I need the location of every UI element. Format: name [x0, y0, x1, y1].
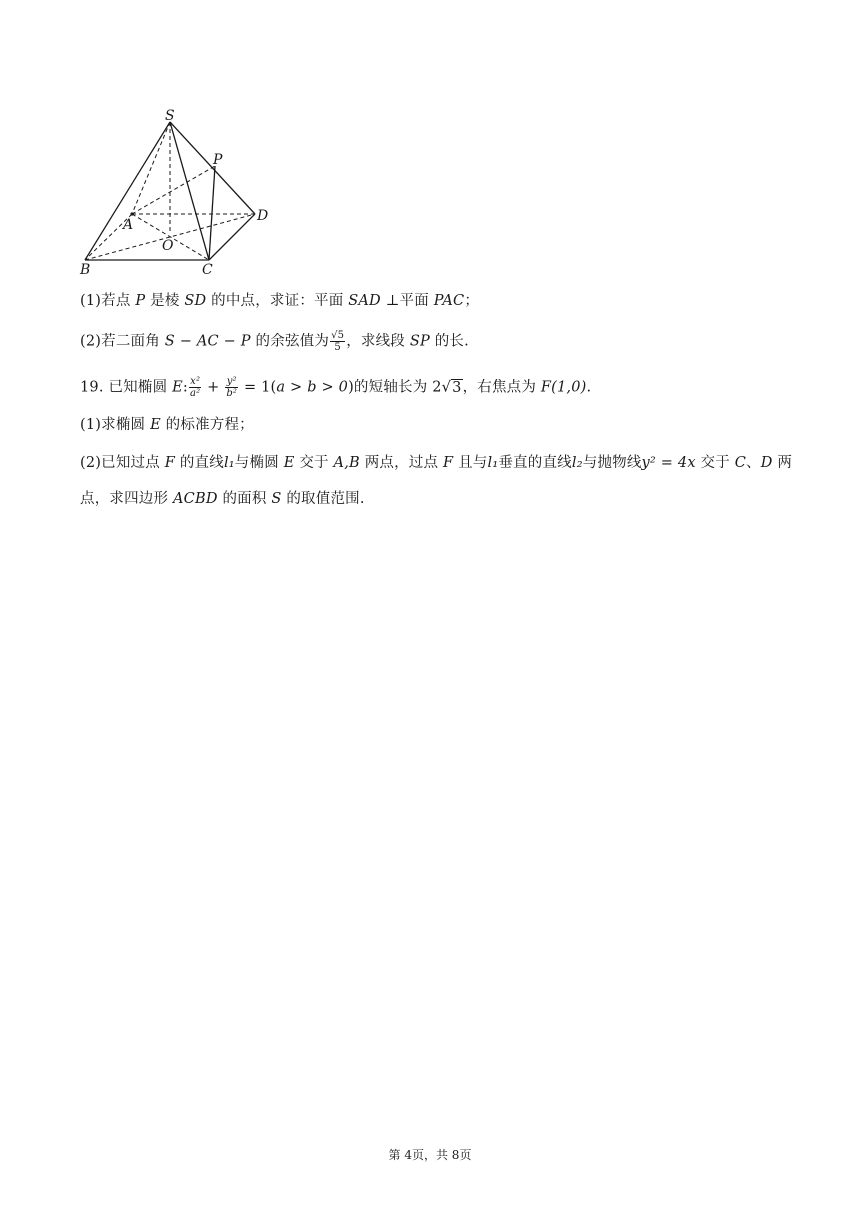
- math-sd: SD: [184, 293, 207, 309]
- math-sad: SAD: [348, 293, 381, 309]
- pyramid-diagram: [70, 104, 290, 282]
- frac-num: x²: [190, 376, 201, 387]
- text: 两点，过点: [359, 455, 444, 471]
- math-e: E: [283, 455, 295, 471]
- frac-den: 5: [334, 342, 341, 353]
- q19-part2-line2: [80, 488, 780, 510]
- text: 与抛物线: [582, 455, 642, 471]
- text: 已知椭圆: [103, 379, 173, 396]
- pyramid-figure: [70, 104, 290, 282]
- text: 的中点，求证：平面: [206, 293, 349, 309]
- edge-sa: [132, 122, 170, 214]
- text: :: [182, 379, 188, 396]
- math-s: S: [271, 491, 282, 507]
- fraction-x2-over-a2: [189, 376, 201, 399]
- label-s: S: [165, 108, 175, 124]
- math-l1: l₁: [487, 455, 499, 471]
- part-label: (1): [80, 417, 102, 433]
- edge-sb: [85, 122, 170, 260]
- text: +: [202, 379, 225, 396]
- text: 的长.: [429, 333, 469, 350]
- q19-part2-line1: [80, 452, 793, 474]
- sqrt-radicand: 3: [452, 379, 462, 396]
- text: 的标准方程；: [160, 417, 254, 433]
- label-d: D: [257, 208, 269, 224]
- fraction-sqrt5-over-5: [330, 330, 345, 353]
- q19-stem: [80, 376, 780, 399]
- math-f: F: [443, 455, 454, 471]
- text: ⊥平面: [380, 293, 434, 309]
- part-label: (2): [80, 333, 102, 350]
- text: 的面积: [217, 491, 272, 507]
- math-pac: PAC: [433, 293, 465, 309]
- frac-num: √5: [331, 330, 345, 341]
- text: 已知过点: [101, 455, 165, 471]
- question-number: 19.: [80, 379, 104, 396]
- point-a: [130, 212, 133, 215]
- text: 点，求四边形: [80, 491, 174, 507]
- fraction-y2-over-b2: [225, 376, 238, 399]
- text: 且与: [453, 455, 488, 471]
- text: 的余弦值为: [250, 333, 330, 350]
- text: ，右焦点为: [462, 379, 541, 396]
- text: 的直线: [175, 455, 224, 471]
- text: ；: [464, 293, 480, 309]
- math-p: P: [135, 293, 146, 309]
- frac-den: a²: [189, 388, 201, 399]
- q18-part1: [80, 290, 780, 312]
- frac-den: b²: [226, 388, 238, 399]
- math-f: F: [164, 455, 176, 471]
- q19-part1: [80, 414, 780, 436]
- math-sp: SP: [409, 333, 430, 350]
- math-focus: F(1,0): [540, 379, 587, 396]
- math-e: E: [150, 417, 161, 433]
- math-e: E: [172, 379, 183, 396]
- math-parabola: y² = 4x: [641, 455, 696, 471]
- sqrt-3: √3: [441, 379, 462, 396]
- text: ，求线段: [346, 333, 410, 350]
- text: .: [586, 379, 592, 396]
- math-c: C: [734, 455, 747, 471]
- text: 求椭圆: [101, 417, 151, 433]
- label-a: A: [123, 217, 134, 233]
- edge-pc: [209, 166, 215, 260]
- math-condition: a > b > 0: [276, 379, 349, 396]
- label-c: C: [202, 262, 213, 278]
- label-p: P: [213, 152, 223, 168]
- math-ab: A,B: [333, 455, 360, 471]
- page-footer: 第 4页，共 8页: [388, 1148, 472, 1162]
- text: 两: [772, 455, 793, 471]
- edge-ap: [132, 166, 215, 214]
- text: 交于: [695, 455, 735, 471]
- edge-cd: [209, 214, 255, 260]
- q18-part2: [80, 330, 780, 353]
- text: 若点: [101, 293, 136, 309]
- math-l1: l₁: [223, 455, 235, 471]
- text: 垂直的直线: [498, 455, 572, 471]
- text: 若二面角: [101, 333, 165, 350]
- math-acbd: ACBD: [173, 491, 218, 507]
- frac-num: y²: [226, 376, 237, 387]
- text: = 1(: [239, 379, 277, 396]
- label-o: O: [162, 238, 174, 254]
- math-dihedral: S − AC − P: [164, 333, 251, 350]
- text: 是棱: [145, 293, 185, 309]
- text: 交于: [294, 455, 334, 471]
- label-b: B: [80, 262, 91, 278]
- part-label: (2): [80, 455, 102, 471]
- text: 的取值范围.: [281, 491, 365, 507]
- text: )的短轴长为 2: [348, 379, 442, 396]
- part-label: (1): [80, 293, 102, 309]
- math-l2: l₂: [571, 455, 583, 471]
- math-d: D: [760, 455, 773, 471]
- text: 与椭圆: [234, 455, 284, 471]
- text: 、: [746, 455, 761, 471]
